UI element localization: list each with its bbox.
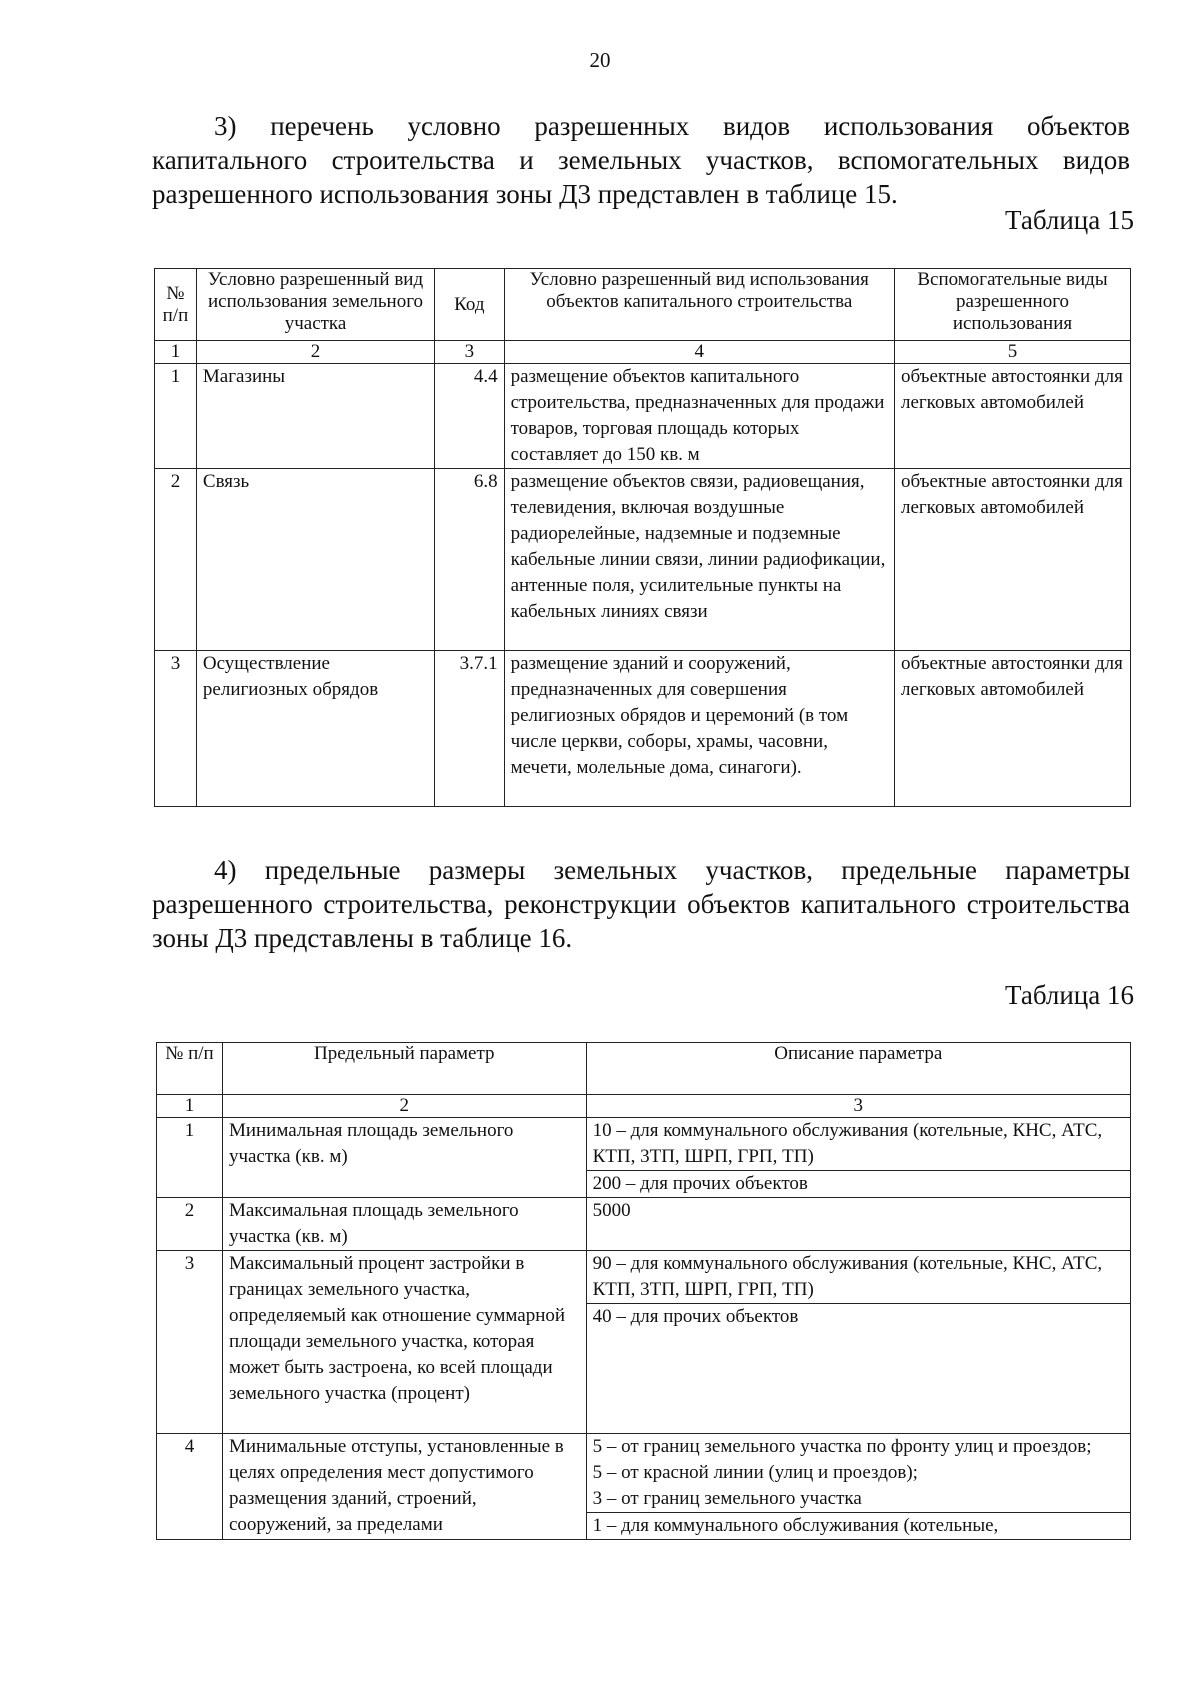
table-16-row-desc: 5 – от красной линии (улиц и проездов); [592,1462,918,1483]
table-16-header-row [157,1043,1131,1095]
table-16-row-desc: 200 – для прочих объектов [586,1171,1130,1198]
table-15-row-num: 3 [155,651,197,807]
table-row [157,1118,1131,1171]
table-15-header-code: Код [435,269,504,341]
table-16-header-desc: Описание параметра [586,1043,1130,1095]
table-16-header-num: № п/п [157,1043,223,1095]
table-16-row-num: 1 [157,1118,223,1198]
table-15-row-land-use: Магазины [196,364,434,469]
table-15-row-land-use: Связь [196,469,434,651]
table-15-header-row [155,269,1131,341]
table-16-row-desc: 10 – для коммунального обслуживания (котельные, КНС, АТС, КТП, 3ТП, ШРП, ГРП, ТП) [586,1118,1130,1171]
table-15-row-auxiliary: объектные автостоянки для легковых автомобилей [894,469,1130,651]
table-15-row-code: 3.7.1 [435,651,504,807]
table-15-header-auxiliary: Вспомогательные виды разрешенного использования [894,269,1130,341]
table-16-row-num: 2 [157,1198,223,1251]
table-15-index-3: 3 [435,341,504,364]
section-3-paragraph [152,109,1130,211]
table-16-row-desc: 5000 [586,1198,1130,1251]
table-15-row-auxiliary: объектные автостоянки для легковых автомобилей [894,364,1130,469]
table-row [157,1251,1131,1304]
table-15-row-auxiliary: объектные автостоянки для легковых автомобилей [894,651,1130,807]
page-number: 20 [589,48,611,72]
table-15-index-1: 1 [155,341,197,364]
table-16-caption: Таблица 16 [1005,980,1134,1010]
table-16-row-desc: 3 – от границ земельного участка [592,1488,862,1509]
table-16-index-row [157,1095,1131,1118]
table-row [157,1198,1131,1251]
table-16-row-param: Минимальные отступы, установленные в целях определения мест допустимого размещения зданий, строений, сооружений, за пределами [222,1434,586,1540]
table-row [157,1434,1131,1513]
table-16-row-desc: 40 – для прочих объектов [586,1304,1130,1434]
table-16-row-num: 4 [157,1434,223,1540]
section-3-number: 3) [214,111,237,141]
table-15-index-5: 5 [894,341,1130,364]
section-3-text: перечень условно разрешенных видов использования объектов капитального строительства и земельных участков, вспомогательных видов разрешенного использования зоны Д3 представлен в таблице 15. [152,111,1131,209]
table-16-row-param: Максимальная площадь земельного участка (кв. м) [222,1198,586,1251]
table-row [155,651,1131,807]
table-15-header-land-use: Условно разрешенный вид использования земельного участка [196,269,434,341]
table-15-row-num: 1 [155,364,197,469]
table-15-row-num: 2 [155,469,197,651]
table-15-header-construction-use: Условно разрешенный вид использования объектов капитального строительства [504,269,894,341]
table-16-index-3: 3 [586,1095,1130,1118]
table-15-caption: Таблица 15 [1005,205,1134,235]
table-16-row-desc: 1 – для коммунального обслуживания (котельные, [586,1513,1130,1540]
table-16-row-desc: 5 – от границ земельного участка по фронту улиц и проездов; [592,1436,1092,1457]
table-16-row-desc-group [586,1434,1130,1513]
table-16-row-num: 3 [157,1251,223,1434]
table-row [155,364,1131,469]
table-15-index-row [155,341,1131,364]
section-4-paragraph [152,853,1130,955]
table-16 [156,1042,1131,1540]
table-15-row-land-use: Осуществление религиозных обрядов [196,651,434,807]
table-row [155,469,1131,651]
table-16-header-param: Предельный параметр [222,1043,586,1095]
table-16-row-param: Минимальная площадь земельного участка (кв. м) [222,1118,586,1198]
table-16-row-desc: 90 – для коммунального обслуживания (котельные, КНС, АТС, КТП, 3ТП, ШРП, ГРП, ТП) [586,1251,1130,1304]
table-15-index-2: 2 [196,341,434,364]
section-4-text: предельные размеры земельных участков, предельные параметры разрешенного строительства, реконструкции объектов капитального строительства зоны Д3 представлены в таблице 16. [152,855,1130,953]
section-4-number: 4) [214,855,237,885]
table-15-row-construction-use: размещение объектов капитального строительства, предназначенных для продажи товаров, торговая площадь которых составляет до 150 кв. м [504,364,894,469]
table-16-index-2: 2 [222,1095,586,1118]
table-15-row-code: 6.8 [435,469,504,651]
table-15-header-num: № п/п [155,269,197,341]
table-15-row-code: 4.4 [435,364,504,469]
table-15-row-construction-use: размещение объектов связи, радиовещания, телевидения, включая воздушные радиорелейные, надземные и подземные кабельные линии связи, линии радиофикации, антенные поля, усилительные пункты на кабельных линиях связи [504,469,894,651]
table-16-row-param: Максимальный процент застройки в границах земельного участка, определяемый как отношение суммарной площади земельного участка, которая может быть застроена, ко всей площади земельного участка (процент) [222,1251,586,1434]
table-15-row-construction-use: размещение зданий и сооружений, предназначенных для совершения религиозных обрядов и церемоний (в том числе церкви, соборы, храмы, часовни, мечети, молельные дома, синагоги). [504,651,894,807]
table-16-index-1: 1 [157,1095,223,1118]
table-15-index-4: 4 [504,341,894,364]
table-15 [154,268,1131,807]
